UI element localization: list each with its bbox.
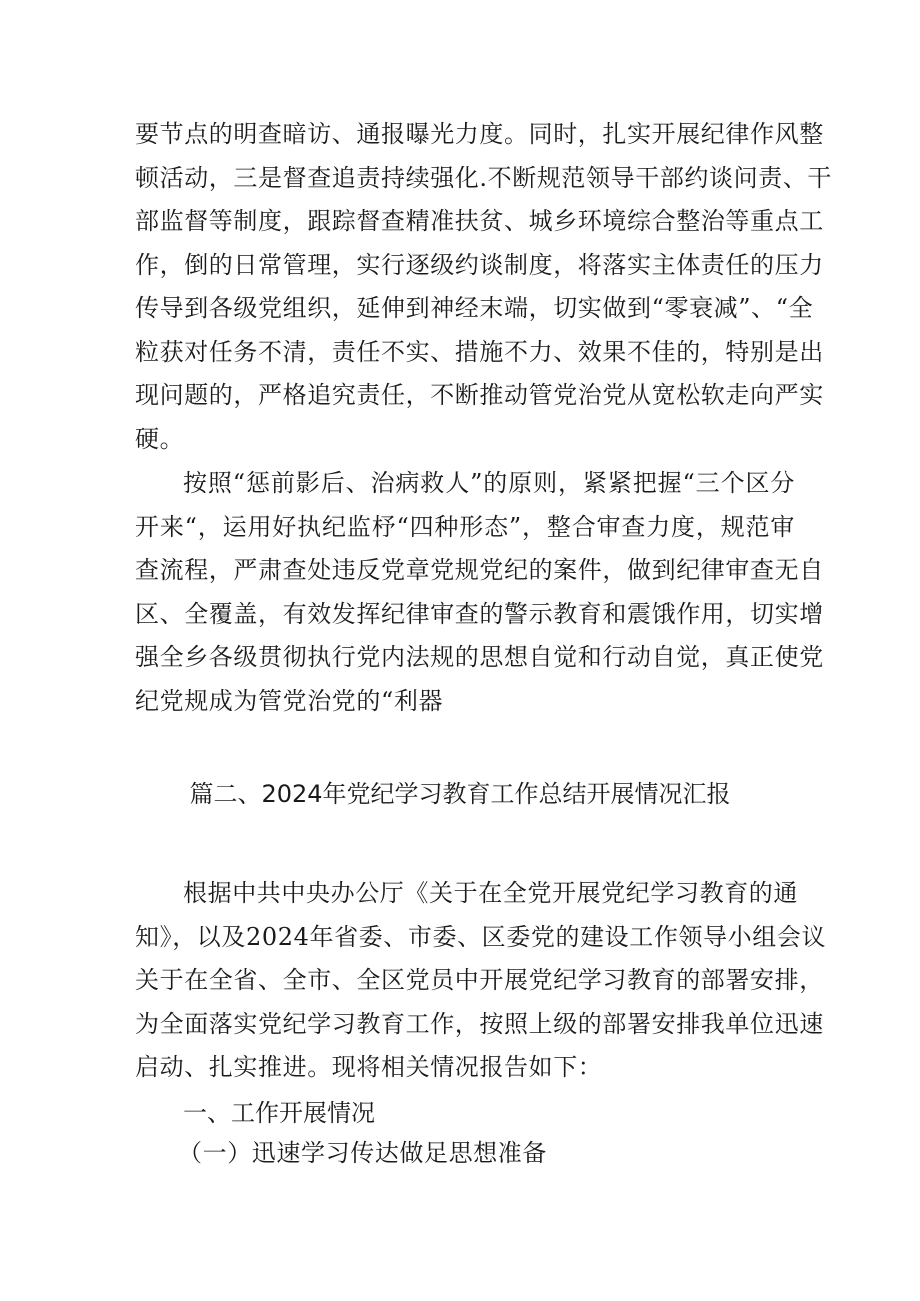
text-line: 启动、扎实推进。现将相关情况报告如下： [135, 1053, 603, 1081]
text-line: 粒获对任务不清，责任不实、措施不力、效果不佳的，特别是出 [135, 337, 824, 366]
text-line: 区、全覆盖，有效发挥纪律审查的警示教育和震饿作用，切实增 [135, 599, 824, 628]
text-line: 要节点的明查暗访、通报曝光力度。同时，扎实开展纪律作风整 [135, 120, 824, 148]
paragraph-1 [135, 113, 833, 461]
text-line: 顿活动，三是督查追责持续强化.不断规范领导干部约谈问责、干 [135, 163, 833, 192]
text-line: 为全面落实党纪学习教育工作，按照上级的部署安排我单位迅速 [135, 1009, 824, 1038]
text-line: 传导到各级党组织，延伸到神经末端，切实做到“零衰减”、“全 [135, 294, 814, 322]
heading-work-progress: 一、工作开展情况 [183, 1099, 375, 1127]
text-line: 纪党规成为管党治党的“利器 [135, 686, 444, 715]
text-line: 强全乡各级贯彻执行党内法规的思想自觉和行动自觉，真正使党 [135, 643, 824, 671]
text-line: 查流程，严肃查处违反党章党规党纪的案件，做到纪律审查无自 [135, 556, 824, 584]
text-line: 开来“，运用好执纪监杼“四种形态”，整合审查力度，规范审 [135, 512, 795, 541]
text-line: 现问题的，严格追究责任，不断推动管党治党从宽松软走向严实 [135, 381, 824, 409]
text-line: 按照“惩前影后、治病救人”的原则，紧紧把握“三个区分 [183, 469, 795, 497]
text-line: 作，倒的日常管理，实行逐级约谈制度，将落实主体责任的压力 [135, 250, 824, 279]
text-line: 硬。 [135, 424, 185, 453]
subheading-study-preparation: （一）迅速学习传达做足思想准备 [178, 1139, 547, 1167]
text-line: 关于在全省、全市、全区党员中开展党纪学习教育的部署安排， [135, 966, 824, 994]
text-line: 部监督等制度，跟踪督查精准扶贫、城乡环境综合整治等重点工 [135, 207, 824, 235]
section-title: 篇二、2024年党纪学习教育工作总结开展情况汇报 [189, 780, 731, 808]
paragraph-2 [135, 462, 824, 723]
text-line: 知》，以及2024年省委、市委、区委党的建设工作领导小组会议 [135, 922, 827, 951]
text-line: 根据中共中央办公厅《关于在全党开展党纪学习教育的通 [183, 879, 798, 907]
paragraph-3 [135, 872, 827, 1090]
